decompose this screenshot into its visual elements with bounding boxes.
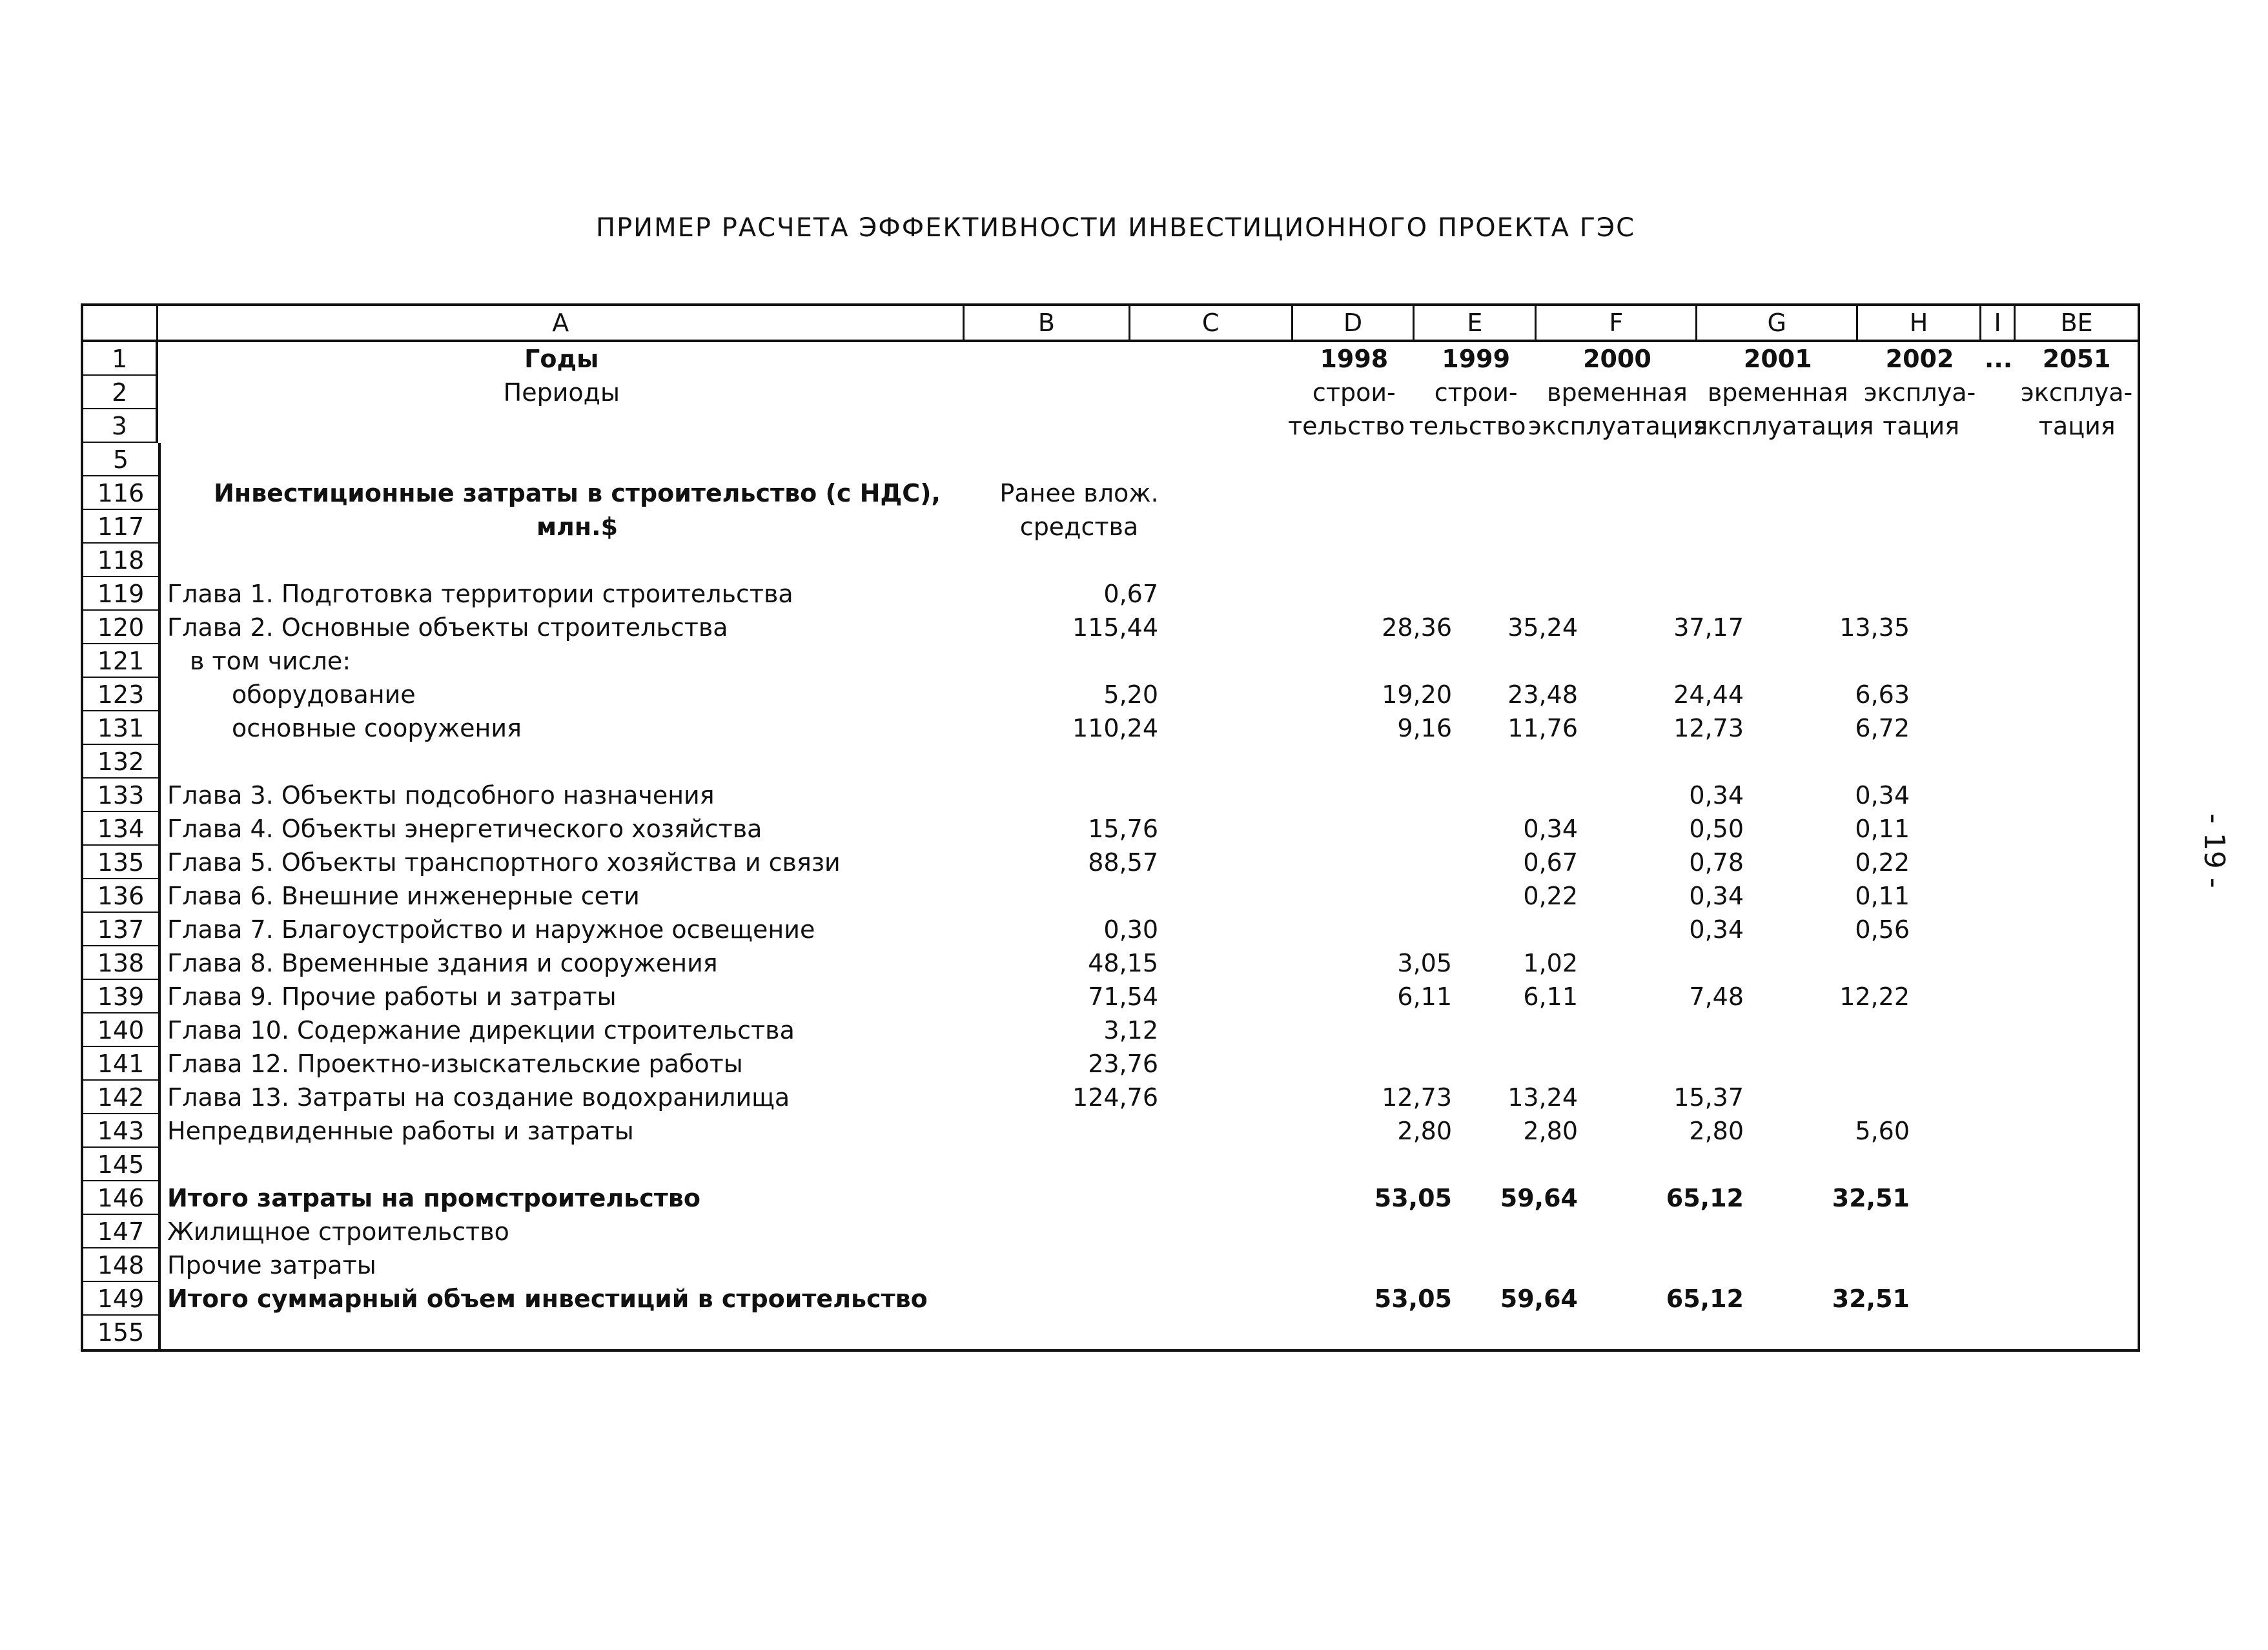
period-h-line1[interactable]: эксплуа- — [1863, 378, 1976, 407]
table-row — [83, 678, 2138, 711]
value-c[interactable] — [1165, 1047, 1333, 1081]
table-row — [83, 1282, 2138, 1316]
value-b[interactable]: 124,76 — [1072, 1083, 1158, 1112]
table-row — [83, 409, 2138, 443]
value-b[interactable]: 110,24 — [1072, 714, 1158, 742]
table-row — [83, 1081, 2138, 1114]
value-1999[interactable] — [1458, 1148, 1584, 1181]
table-row — [83, 1114, 2138, 1148]
spreadsheet-table — [81, 303, 2140, 1352]
table-row — [83, 1181, 2138, 1215]
row-number[interactable]: 121 — [83, 644, 161, 678]
row-number[interactable]: 116 — [83, 476, 161, 510]
value-c[interactable] — [1165, 1248, 1333, 1282]
value-c[interactable] — [1165, 913, 1333, 946]
period-be-line1[interactable]: эксплуа- — [2020, 378, 2133, 407]
row-label[interactable]: Итого затраты на промстроительство — [167, 1184, 700, 1212]
value-c[interactable] — [1165, 577, 1333, 611]
section-title-line1[interactable]: Инвестиционные затраты в строительство (с НДС), — [214, 479, 941, 507]
value-2001[interactable]: 0,11 — [1855, 882, 1910, 910]
value-2001[interactable] — [1750, 1081, 1916, 1114]
value-2000[interactable]: 24,44 — [1673, 680, 1744, 709]
row-number[interactable]: 134 — [83, 812, 161, 846]
value-b[interactable]: 88,57 — [1088, 848, 1158, 877]
row-number[interactable]: 135 — [83, 846, 161, 879]
value-b[interactable]: 23,76 — [1088, 1050, 1158, 1078]
row-number[interactable]: 141 — [83, 1047, 161, 1081]
value-2001[interactable] — [1750, 1215, 1916, 1248]
document-title: ПРИМЕР РАСЧЕТА ЭФФЕКТИВНОСТИ ИНВЕСТИЦИОННОГО ПРОЕКТА ГЭС — [595, 213, 1635, 243]
column-header-a[interactable]: A — [158, 306, 965, 340]
row-label[interactable]: оборудование — [232, 680, 416, 709]
value-c[interactable] — [1165, 812, 1333, 846]
year-2001[interactable]: 2001 — [1743, 345, 1812, 373]
period-f-line1[interactable]: временная — [1547, 378, 1688, 407]
cell-c[interactable] — [1130, 376, 1293, 409]
value-c[interactable] — [1165, 678, 1333, 711]
table-row — [83, 1148, 2138, 1181]
year-2051[interactable]: 2051 — [2042, 345, 2111, 373]
period-d-line2[interactable]: тельство — [1288, 412, 1405, 440]
value-c[interactable] — [1165, 779, 1333, 812]
value-2001[interactable] — [1750, 1148, 1916, 1181]
value-c[interactable] — [1165, 611, 1333, 644]
value-1998[interactable]: 2,80 — [1397, 1117, 1452, 1145]
value-1999[interactable]: 13,24 — [1507, 1083, 1578, 1112]
row-number[interactable]: 132 — [83, 745, 161, 779]
value-c[interactable] — [1165, 1081, 1333, 1114]
value-b[interactable]: 15,76 — [1088, 815, 1158, 843]
table-row — [83, 913, 2138, 946]
table-row — [83, 1215, 2138, 1248]
value-2000[interactable]: 0,34 — [1689, 781, 1744, 810]
value-2001[interactable]: 0,34 — [1855, 781, 1910, 810]
value-2000[interactable]: 15,37 — [1673, 1083, 1744, 1112]
row-label[interactable] — [161, 1316, 994, 1349]
value-2001[interactable] — [1750, 577, 1916, 611]
value-c[interactable] — [1165, 1181, 1333, 1215]
value-2001[interactable]: 13,35 — [1839, 613, 1910, 642]
value-1998[interactable] — [1333, 1148, 1458, 1181]
row-label[interactable] — [161, 1148, 994, 1181]
value-b[interactable]: 48,15 — [1088, 949, 1158, 977]
value-c[interactable] — [1165, 745, 1333, 779]
table-row — [83, 1316, 2138, 1349]
table-row — [83, 711, 2138, 745]
value-2000[interactable] — [1584, 1248, 1750, 1282]
value-2001[interactable]: 5,60 — [1855, 1117, 1910, 1145]
value-1998[interactable]: 6,11 — [1397, 983, 1452, 1011]
column-header-f[interactable]: F — [1537, 306, 1697, 340]
value-1998[interactable]: 53,05 — [1374, 1285, 1452, 1313]
row-label[interactable]: Глава 6. Внешние инженерные сети — [167, 882, 640, 910]
value-b[interactable] — [994, 779, 1165, 812]
value-1999[interactable]: 2,80 — [1523, 1117, 1578, 1145]
value-1999[interactable]: 59,64 — [1500, 1184, 1578, 1212]
column-header-i[interactable]: I — [1981, 306, 2016, 340]
value-b[interactable] — [994, 1181, 1165, 1215]
value-2001[interactable]: 12,22 — [1839, 983, 1910, 1011]
value-c[interactable] — [1165, 946, 1333, 980]
value-1998[interactable] — [1333, 1248, 1458, 1282]
value-2000[interactable] — [1584, 946, 1750, 980]
cell-b[interactable] — [965, 342, 1130, 376]
table-row — [83, 1013, 2138, 1047]
value-2001[interactable] — [1750, 745, 1916, 779]
value-2000[interactable] — [1584, 644, 1750, 678]
value-2001[interactable] — [1750, 1047, 1916, 1081]
value-c[interactable] — [1165, 1148, 1333, 1181]
row-label[interactable]: Глава 8. Временные здания и сооружения — [167, 949, 718, 977]
value-2001[interactable] — [1750, 1316, 1916, 1349]
value-b[interactable] — [994, 1316, 1165, 1349]
row-label[interactable]: Глава 5. Объекты транспортного хозяйства и связи — [167, 848, 841, 877]
row-number[interactable]: 136 — [83, 879, 161, 913]
value-2000[interactable]: 0,50 — [1689, 815, 1744, 843]
value-2000[interactable] — [1584, 577, 1750, 611]
row-number[interactable]: 143 — [83, 1114, 161, 1148]
row-label[interactable]: Глава 3. Объекты подсобного назначения — [167, 781, 715, 810]
ellipsis[interactable]: ... — [1984, 345, 2013, 373]
value-1999[interactable]: 0,34 — [1523, 815, 1578, 843]
value-1998[interactable] — [1333, 879, 1458, 913]
table-row — [83, 812, 2138, 846]
value-b[interactable]: 0,67 — [1103, 580, 1158, 608]
row-number[interactable]: 117 — [83, 510, 161, 544]
table-row — [83, 644, 2138, 678]
table-row — [83, 376, 2138, 409]
cell-c[interactable] — [1130, 342, 1293, 376]
value-1998[interactable] — [1333, 913, 1458, 946]
row-label[interactable]: в том числе: — [190, 647, 351, 675]
period-be-line2[interactable]: тация — [2038, 412, 2116, 440]
row-number[interactable]: 137 — [83, 913, 161, 946]
section-title-line2[interactable]: млн.$ — [536, 513, 618, 541]
value-1998[interactable]: 53,05 — [1374, 1184, 1452, 1212]
period-e-line2[interactable]: тельство — [1409, 412, 1526, 440]
value-1999[interactable]: 35,24 — [1507, 613, 1578, 642]
value-b[interactable]: 3,12 — [1103, 1016, 1158, 1044]
row-label[interactable]: Непредвиденные работы и затраты — [167, 1117, 634, 1145]
value-1999[interactable] — [1458, 577, 1584, 611]
period-g-line1[interactable]: временная — [1707, 378, 1848, 407]
value-1999[interactable] — [1458, 1013, 1584, 1047]
value-b[interactable]: 115,44 — [1072, 613, 1158, 642]
row-number[interactable]: 145 — [83, 1148, 161, 1181]
table-row — [83, 342, 2138, 376]
value-2000[interactable] — [1584, 1148, 1750, 1181]
value-c[interactable] — [1165, 846, 1333, 879]
row-number[interactable]: 148 — [83, 1248, 161, 1282]
value-b[interactable]: 0,30 — [1103, 915, 1158, 944]
value-c[interactable] — [1165, 711, 1333, 745]
value-1999[interactable] — [1458, 1316, 1584, 1349]
value-1999[interactable]: 0,22 — [1523, 882, 1578, 910]
column-header-d[interactable]: D — [1293, 306, 1415, 340]
row-number[interactable]: 131 — [83, 711, 161, 745]
row-number[interactable]: 139 — [83, 980, 161, 1013]
cell-i[interactable] — [1982, 409, 2016, 443]
row-number[interactable]: 123 — [83, 678, 161, 711]
prior-funds-line2[interactable]: средства — [1019, 513, 1139, 541]
table-row — [83, 846, 2138, 879]
value-c[interactable] — [1165, 980, 1333, 1013]
value-1999[interactable]: 23,48 — [1507, 680, 1578, 709]
row-label[interactable]: Глава 2. Основные объекты строительства — [167, 613, 728, 642]
value-1998[interactable] — [1333, 846, 1458, 879]
value-1999[interactable]: 6,11 — [1523, 983, 1578, 1011]
row-number[interactable]: 149 — [83, 1282, 161, 1316]
value-2001[interactable]: 0,22 — [1855, 848, 1910, 877]
value-2000[interactable] — [1584, 1013, 1750, 1047]
data-rows — [83, 577, 2138, 1349]
value-b[interactable] — [994, 745, 1165, 779]
value-2000[interactable]: 65,12 — [1666, 1184, 1744, 1212]
column-header-c[interactable]: C — [1130, 306, 1293, 340]
year-1999[interactable]: 1999 — [1442, 345, 1511, 373]
value-1998[interactable] — [1333, 1047, 1458, 1081]
value-1998[interactable] — [1333, 1215, 1458, 1248]
value-b[interactable]: 71,54 — [1088, 983, 1158, 1011]
value-c[interactable] — [1165, 1013, 1333, 1047]
value-2001[interactable] — [1750, 1013, 1916, 1047]
year-1998[interactable]: 1998 — [1320, 345, 1389, 373]
cell-i[interactable] — [1981, 376, 2016, 409]
value-b[interactable] — [994, 1248, 1165, 1282]
value-2001[interactable]: 0,56 — [1855, 915, 1910, 944]
table-row — [83, 544, 2138, 577]
value-2001[interactable]: 0,11 — [1855, 815, 1910, 843]
row-number[interactable]: 140 — [83, 1013, 161, 1047]
row-number[interactable]: 146 — [83, 1181, 161, 1215]
value-2001[interactable] — [1750, 644, 1916, 678]
value-2000[interactable] — [1584, 1047, 1750, 1081]
column-header-e[interactable]: E — [1415, 306, 1537, 340]
value-c[interactable] — [1165, 879, 1333, 913]
cell-a[interactable] — [161, 443, 994, 476]
value-b[interactable] — [994, 1114, 1165, 1148]
table-row — [83, 745, 2138, 779]
row-label[interactable]: Глава 9. Прочие работы и затраты — [167, 983, 617, 1011]
value-2000[interactable] — [1584, 745, 1750, 779]
value-c[interactable] — [1165, 1316, 1333, 1349]
value-b[interactable] — [994, 644, 1165, 678]
period-d-line1[interactable]: строи- — [1312, 378, 1396, 407]
table-row — [83, 879, 2138, 913]
value-1998[interactable]: 28,36 — [1382, 613, 1452, 642]
row-number[interactable]: 1 — [83, 342, 158, 376]
table-row — [83, 1047, 2138, 1081]
row-label[interactable]: основные сооружения — [232, 714, 522, 742]
value-2000[interactable]: 65,12 — [1666, 1285, 1744, 1313]
value-1998[interactable] — [1333, 745, 1458, 779]
row-number[interactable]: 118 — [83, 544, 161, 577]
value-1999[interactable] — [1458, 1047, 1584, 1081]
row-label[interactable]: Итого суммарный объем инвестиций в строительство — [167, 1285, 928, 1313]
cell-b[interactable] — [965, 376, 1130, 409]
value-2001[interactable]: 32,51 — [1832, 1285, 1910, 1313]
table-row — [83, 1248, 2138, 1282]
value-2000[interactable]: 0,34 — [1689, 882, 1744, 910]
table-row — [83, 577, 2138, 611]
corner-cell[interactable] — [83, 306, 158, 340]
row-number[interactable]: 119 — [83, 577, 161, 611]
value-1999[interactable]: 0,67 — [1523, 848, 1578, 877]
value-2000[interactable]: 37,17 — [1673, 613, 1744, 642]
row-label[interactable]: Глава 1. Подготовка территории строительства — [167, 580, 793, 608]
value-2000[interactable] — [1584, 1316, 1750, 1349]
row-label[interactable]: Прочие затраты — [167, 1251, 376, 1279]
value-1999[interactable]: 1,02 — [1523, 949, 1578, 977]
value-b[interactable] — [994, 1215, 1165, 1248]
value-1998[interactable]: 9,16 — [1397, 714, 1452, 742]
value-2000[interactable]: 2,80 — [1689, 1117, 1744, 1145]
period-f-line2[interactable]: эксплуатация — [1527, 412, 1708, 440]
value-2001[interactable]: 6,63 — [1855, 680, 1910, 709]
row-label[interactable]: Глава 12. Проектно-изыскательские работы — [167, 1050, 743, 1078]
row-number[interactable]: 142 — [83, 1081, 161, 1114]
period-h-line2[interactable]: тация — [1883, 412, 1960, 440]
table-row — [83, 443, 2138, 476]
value-1999[interactable] — [1458, 913, 1584, 946]
row-label[interactable]: Глава 4. Объекты энергетического хозяйства — [167, 815, 762, 843]
page-number: - 19 - — [2198, 813, 2231, 888]
table-row — [83, 779, 2138, 812]
value-c[interactable] — [1165, 1282, 1333, 1316]
row-number[interactable]: 155 — [83, 1316, 161, 1349]
table-row — [83, 980, 2138, 1013]
table-row — [83, 510, 2138, 544]
value-2000[interactable]: 0,78 — [1689, 848, 1744, 877]
row-label[interactable]: Глава 13. Затраты на создание водохранилища — [167, 1083, 790, 1112]
period-e-line1[interactable]: строи- — [1434, 378, 1518, 407]
cell-b[interactable] — [959, 409, 1124, 443]
value-1998[interactable] — [1333, 779, 1458, 812]
value-b[interactable] — [994, 879, 1165, 913]
column-header-h[interactable]: H — [1858, 306, 1981, 340]
row-number[interactable]: 133 — [83, 779, 161, 812]
value-2001[interactable] — [1750, 1248, 1916, 1282]
table-row — [83, 946, 2138, 980]
value-b[interactable]: 5,20 — [1103, 680, 1158, 709]
value-1998[interactable] — [1333, 577, 1458, 611]
row-label[interactable]: Глава 10. Содержание дирекции строительства — [167, 1016, 795, 1044]
value-c[interactable] — [1165, 1114, 1333, 1148]
value-1998[interactable]: 3,05 — [1397, 949, 1452, 977]
value-b[interactable] — [994, 1148, 1165, 1181]
value-1999[interactable] — [1458, 1248, 1584, 1282]
value-1999[interactable]: 59,64 — [1500, 1285, 1578, 1313]
row-number[interactable]: 147 — [83, 1215, 161, 1248]
row-number[interactable]: 120 — [83, 611, 161, 644]
value-2001[interactable]: 6,72 — [1855, 714, 1910, 742]
value-1998[interactable] — [1333, 644, 1458, 678]
table-row — [83, 611, 2138, 644]
value-2001[interactable]: 32,51 — [1832, 1184, 1910, 1212]
value-b[interactable] — [994, 1282, 1165, 1316]
cell-c[interactable] — [1125, 409, 1286, 443]
row-number[interactable]: 5 — [83, 443, 161, 476]
value-2000[interactable] — [1584, 1215, 1750, 1248]
row-label[interactable]: Глава 7. Благоустройство и наружное освещение — [167, 915, 815, 944]
row-label[interactable]: Жилищное строительство — [167, 1217, 509, 1246]
value-1998[interactable]: 12,73 — [1382, 1083, 1452, 1112]
value-2001[interactable] — [1750, 946, 1916, 980]
period-g-line2[interactable]: эксплуатация — [1693, 412, 1874, 440]
value-1999[interactable] — [1458, 745, 1584, 779]
value-1998[interactable] — [1333, 1316, 1458, 1349]
row-number[interactable]: 3 — [83, 409, 158, 443]
year-2000[interactable]: 2000 — [1583, 345, 1651, 373]
row-label[interactable] — [161, 745, 994, 779]
year-2002[interactable]: 2002 — [1885, 345, 1954, 373]
column-header-row — [83, 306, 2138, 342]
cell-a[interactable] — [158, 409, 960, 443]
value-1999[interactable] — [1458, 779, 1584, 812]
cell-a[interactable] — [161, 544, 994, 577]
value-1999[interactable] — [1458, 1215, 1584, 1248]
prior-funds-line1[interactable]: Ранее влож. — [999, 479, 1159, 507]
column-header-be[interactable]: BE — [2060, 309, 2093, 337]
table-row — [83, 476, 2138, 510]
value-2000[interactable]: 7,48 — [1689, 983, 1744, 1011]
row-number[interactable]: 138 — [83, 946, 161, 980]
value-1998[interactable] — [1333, 1013, 1458, 1047]
years-label[interactable]: Годы — [524, 345, 599, 373]
column-header-g[interactable]: G — [1697, 306, 1858, 340]
column-header-b[interactable]: B — [965, 306, 1130, 340]
value-1998[interactable] — [1333, 812, 1458, 846]
value-1998[interactable]: 19,20 — [1382, 680, 1452, 709]
value-1999[interactable]: 11,76 — [1507, 714, 1578, 742]
value-1999[interactable] — [1458, 644, 1584, 678]
value-2000[interactable]: 12,73 — [1673, 714, 1744, 742]
value-2000[interactable]: 0,34 — [1689, 915, 1744, 944]
row-number[interactable]: 2 — [83, 376, 158, 409]
periods-label[interactable]: Периоды — [503, 378, 620, 407]
value-c[interactable] — [1165, 1215, 1333, 1248]
value-c[interactable] — [1165, 644, 1333, 678]
